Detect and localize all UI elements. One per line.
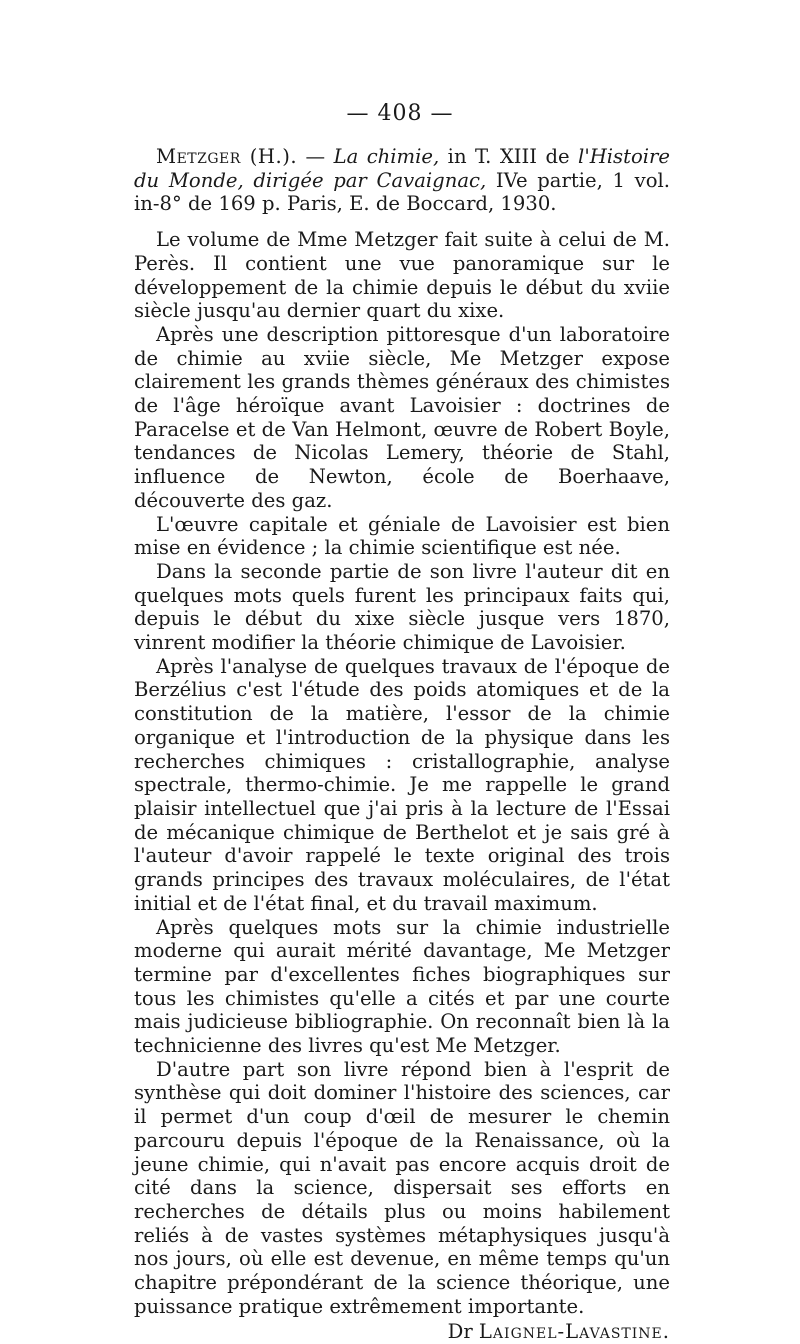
reference-series: l'Histoire du Monde, dirigée par Cavaignac, (134, 145, 671, 192)
paragraph-1: Le volume de Mme Metzger fait suite à celui de M. Perès. Il contient une vue panoramique sur le développement de la chimie depuis le début du xviie siècle jusqu'au dernier quart du xixe. (134, 228, 670, 323)
reference-volume: in T. XIII de (439, 145, 579, 168)
signature-name: Laignel-Lavastine. (478, 1320, 670, 1344)
bibliographic-reference (134, 145, 670, 216)
paragraph-4: Dans la seconde partie de son livre l'auteur dit en quelques mots quels furent les principaux faits qui, depuis le début du xixe siècle jusque vers 1870, vinrent modifier la théorie chimique de Lavoisier. (134, 559, 670, 655)
reference-dash: — (297, 145, 334, 168)
signature-title: Dr (447, 1320, 473, 1344)
paragraph-7: D'autre part son livre répond bien à l'esprit de synthèse qui doit dominer l'histoire des sciences, car il permet d'un coup d'œil de mesurer le chemin parcouru depuis l'époque de la Renaissance, où la jeune chimie, qui n'avait pas encore acquis droit de cité dans la science, dispersait ses efforts en recherches de détails plus ou moins habilement reliés à de vastes systèmes métaphysiques jusqu'à nos jours, où elle est devenue, en même temps qu'un chapitre prépondérant de la science théorique, une puissance pratique extrêmement importante. (134, 1057, 670, 1318)
paragraph-2: Après une description pittoresque d'un laboratoire de chimie au xviie siècle, Me Metzger expose clairement les grands thèmes généraux des chimistes de l'âge héroïque avant Lavoisier : doctrines de Paracelse et de Van Helmont, œuvre de Robert Boyle, tendances de Nicolas Lemery, théorie de Stahl, influence de Newton, école de Boerhaave, découverte des gaz. (134, 322, 670, 512)
paragraph-5: Après l'analyse de quelques travaux de l'époque de Berzélius c'est l'étude des poids atomiques et de la constitution de la matière, l'essor de la chimie organique et l'introduction de la physique dans les recherches chimiques : cristallographie, analyse spectrale, thermo-chimie. Je me rappelle le grand plaisir intellectuel que j'ai pris à la lecture de l'Essai de mécanique chimique de Berthelot et je sais gré à l'auteur d'avoir rappelé le texte original des trois grands principes des travaux moléculaires, de l'état initial et de l'état final, et du travail maximum. (134, 654, 670, 915)
review-body (134, 145, 670, 1344)
signature (134, 1320, 670, 1344)
reference-title: La chimie, (333, 145, 440, 168)
paragraph-6: Après quelques mots sur la chimie industrielle moderne qui aurait mérité davantage, Me Metzger termine par d'excellentes fiches biographiques sur tous les chimistes qu'elle a cités et par une courte mais judicieuse bibliographie. On reconnaît bien là la technicienne des livres qu'est Me Metzger. (134, 915, 670, 1058)
page-number: — 408 — (346, 101, 454, 126)
paragraph-3: L'œuvre capitale et géniale de Lavoisier est bien mise en évidence ; la chimie scientifique est née. (134, 512, 670, 560)
reference-author: Metzger (H.). (156, 145, 298, 168)
reference-details: IVe partie, 1 vol. in-8° de 169 p. Paris, E. de Boccard, 1930. (134, 168, 670, 216)
